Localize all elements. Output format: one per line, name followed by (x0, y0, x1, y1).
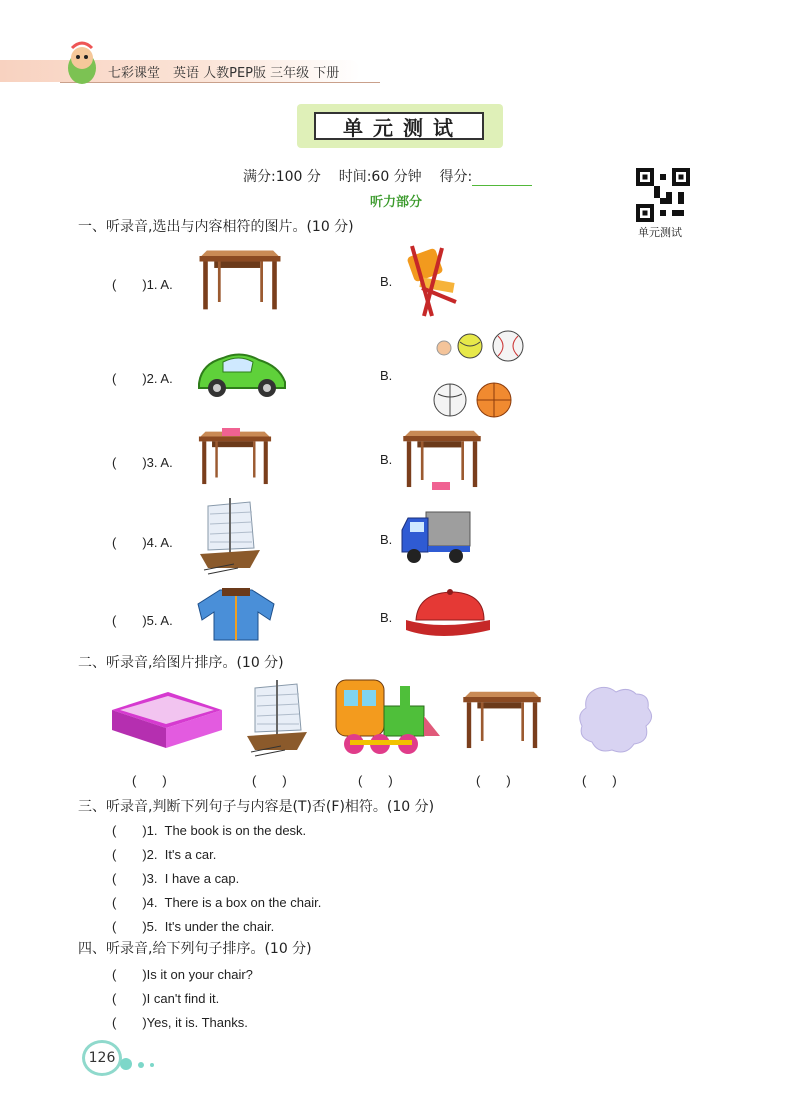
s1-q1-label[interactable]: ( )1. A. (112, 277, 173, 292)
page-dot-large (120, 1058, 132, 1070)
header-title: 七彩课堂 英语 人教PEP版 三年级 下册 (108, 66, 340, 81)
s3-q5-text: It's under the chair. (164, 919, 275, 934)
s3-q1-paren[interactable]: ( )1. (112, 823, 158, 838)
s3-q3[interactable] (112, 868, 239, 887)
book-under-desk-icon[interactable] (398, 424, 486, 492)
s4-q1[interactable] (112, 964, 253, 983)
score-label: 得分: (439, 169, 473, 185)
s4-q2-text: I can't find it. (146, 991, 220, 1006)
s4-q3-paren[interactable]: ( ) (112, 1015, 147, 1030)
s1-q4-label[interactable]: ( )4. A. (112, 535, 173, 550)
jacket-icon[interactable] (194, 586, 278, 642)
chair-icon[interactable] (398, 238, 466, 322)
s1-q2-label[interactable]: ( )2. A. (112, 371, 173, 386)
s3-q1-text: The book is on the desk. (164, 823, 307, 838)
s4-q2-paren[interactable]: ( ) (112, 991, 147, 1006)
s1-q5-label[interactable]: ( )5. A. (112, 613, 173, 628)
s1-q5-b: B. (380, 610, 393, 625)
page-number: 126 (82, 1040, 122, 1076)
box-icon[interactable] (108, 688, 226, 750)
s3-q4-paren[interactable]: ( )4. (112, 895, 158, 910)
section4-title: 四、听录音,给下列句子排序。(10 分) (78, 941, 312, 957)
listening-label: 听力部分 (370, 195, 423, 210)
page-dot-medium (138, 1062, 144, 1068)
map-icon[interactable] (576, 684, 658, 756)
train-icon[interactable] (334, 676, 442, 758)
s3-q3-text: I have a cap. (164, 871, 240, 886)
score-blank[interactable] (472, 171, 532, 186)
qr-caption: 单元测试 (638, 226, 682, 239)
s4-q3-text: Yes, it is. Thanks. (146, 1015, 248, 1030)
s2-blank-4[interactable]: ( ) (476, 773, 511, 788)
page-title: 单元测试 (314, 112, 484, 140)
full-score: 满分:100 分 (243, 169, 321, 185)
section1-title: 一、听录音,选出与内容相符的图片。(10 分) (78, 219, 354, 235)
s3-q2-text: It's a car. (164, 847, 217, 862)
s3-q1[interactable] (112, 820, 306, 839)
section2-title: 二、听录音,给图片排序。(10 分) (78, 655, 284, 671)
s1-q1-b: B. (380, 274, 393, 289)
s2-blank-3[interactable]: ( ) (358, 773, 393, 788)
s4-q1-text: Is it on your chair? (146, 967, 253, 982)
s2-blank-2[interactable]: ( ) (252, 773, 287, 788)
header-rule (60, 82, 380, 83)
boat-icon-2[interactable] (236, 680, 318, 760)
s3-q3-paren[interactable]: ( )3. (112, 871, 158, 886)
s1-q2-b: B. (380, 368, 393, 383)
s4-q1-paren[interactable]: ( ) (112, 967, 147, 982)
s1-q4-b: B. (380, 532, 393, 547)
page-dot-small (150, 1063, 154, 1067)
s3-q2[interactable] (112, 844, 216, 863)
s3-q5[interactable] (112, 916, 274, 935)
s1-q3-label[interactable]: ( )3. A. (112, 455, 173, 470)
qr-code-icon[interactable] (636, 168, 690, 222)
s4-q2[interactable] (112, 988, 219, 1007)
s3-q5-paren[interactable]: ( )5. (112, 919, 158, 934)
book-on-desk-icon[interactable] (194, 424, 276, 490)
balls-icon[interactable] (430, 328, 530, 420)
s3-q4-text: There is a box on the chair. (164, 895, 322, 910)
s3-q2-paren[interactable]: ( )2. (112, 847, 158, 862)
time-limit: 时间:60 分钟 (338, 169, 422, 185)
s1-q3-b: B. (380, 452, 393, 467)
car-icon[interactable] (193, 346, 289, 398)
section3-title: 三、听录音,判断下列句子与内容是(T)否(F)相符。(10 分) (78, 799, 435, 815)
cap-icon[interactable] (400, 586, 494, 646)
s2-blank-5[interactable]: ( ) (582, 773, 617, 788)
mascot-icon (58, 38, 106, 86)
s2-blank-1[interactable]: ( ) (132, 773, 167, 788)
desk-icon[interactable] (194, 246, 286, 312)
s4-q3[interactable] (112, 1012, 248, 1031)
bus-icon[interactable] (398, 506, 474, 568)
desk-icon-2[interactable] (458, 686, 546, 752)
boat-icon[interactable] (194, 498, 266, 578)
score-info (243, 166, 532, 186)
s3-q4[interactable] (112, 892, 321, 911)
